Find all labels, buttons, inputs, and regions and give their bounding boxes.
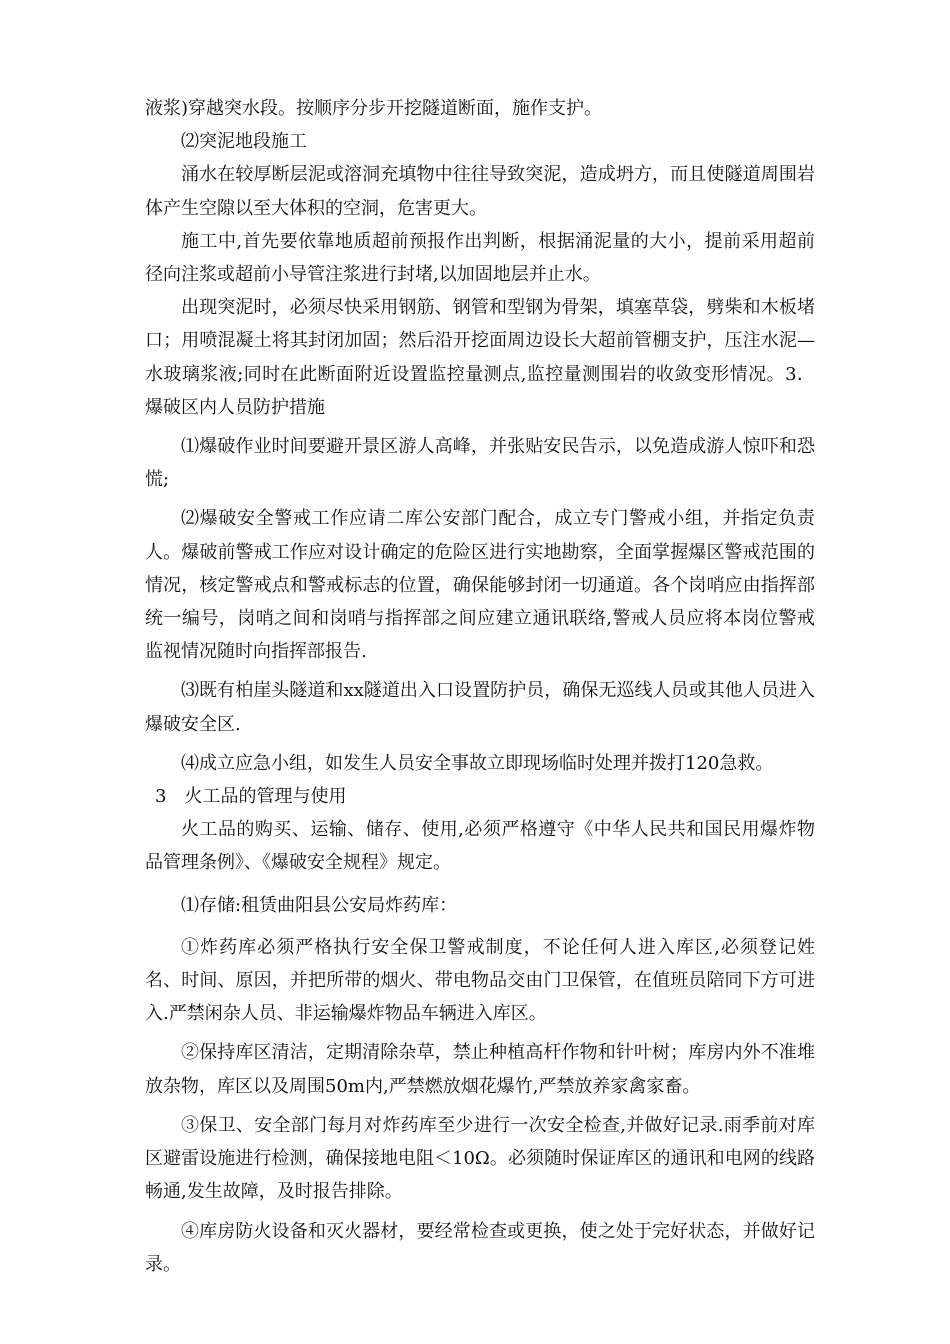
- subheading-storage: ⑴存储:租赁曲阳县公安局炸药库：: [181, 894, 458, 916]
- document-body: [145, 92, 815, 1281]
- list-item-tunnel-guards: ⑶既有柏崖头隧道和xx隧道出入口设置防护员，确保无巡线人员或其他人员进入爆破安全区.: [145, 680, 815, 735]
- list-item-storage-security: ①炸药库必须严格执行安全保卫警戒制度，不论任何人进入库区,必须登记姓名、时间、原因，并把所带的烟火、带电物品交由门卫保管，在值班员陪同下方可进入.严禁闲杂人员、非运输爆炸物品车辆进入库区。: [145, 936, 815, 1025]
- paragraph-explosives-regulations: 火工品的购买、运输、储存、使用,必须严格遵守《中华人民共和国民用爆炸物品管理条例》、《爆破安全规程》规定。: [145, 819, 815, 874]
- paragraph-mud-burst-response: 出现突泥时，必须尽快采用钢筋、钢管和型钢为骨架，填塞草袋，劈柴和木板堵口；用喷混凝土将其封闭加固；然后沿开挖面周边设长大超前管棚支护，压注水泥—水玻璃浆液;同时在此断面附近设置监控量测点,监控量测围岩的收敛变形情况。3．爆破区内人员防护措施: [145, 297, 815, 418]
- section-heading-explosives: 3 火工品的管理与使用: [155, 786, 347, 808]
- paragraph-continuation: 液浆)穿越突水段。按顺序分步开挖隧道断面，施作支护。: [145, 98, 603, 119]
- list-item-blasting-warning: ⑵爆破安全警戒工作应请二库公安部门配合，成立专门警戒小组，并指定负责人。爆破前警戒工作应对设计确定的危险区进行实地勘察，全面掌握爆区警戒范围的情况，核定警戒点和警戒标志的位置，确保能够封闭一切通道。各个岗哨应由指挥部统一编号，岗哨之间和岗哨与指挥部之间应建立通讯联络,警戒人员应将本岗位警戒监视情况随时向指挥部报告.: [145, 508, 815, 663]
- subheading-mud-burst-construction: ⑵突泥地段施工: [181, 131, 307, 153]
- list-item-blasting-time: ⑴爆破作业时间要避开景区游人高峰，并张贴安民告示，以免造成游人惊吓和恐慌;: [145, 436, 815, 491]
- list-item-storage-inspection: ③保卫、安全部门每月对炸药库至少进行一次安全检查,并做好记录.雨季前对库区避雷设施进行检测，确保接地电阻＜10Ω。必须随时保证库区的通讯和电网的线路畅通,发生故障，及时报告排除。: [145, 1114, 815, 1203]
- paragraph-construction-grouting: 施工中,首先要依靠地质超前预报作出判断，根据涌泥量的大小，提前采用超前径向注浆或超前小导管注浆进行封堵,以加固地层并止水。: [145, 230, 815, 286]
- list-item-storage-cleanliness: ②保持库区清洁，定期清除杂草，禁止种植高杆作物和针叶树；库房内外不准堆放杂物，库区以及周围50m内,严禁燃放烟花爆竹,严禁放养家禽家畜。: [145, 1042, 815, 1097]
- list-item-emergency-team: ⑷成立应急小组，如发生人员安全事故立即现场临时处理并拨打120急救。: [181, 752, 774, 774]
- list-item-fire-equipment: ④库房防火设备和灭火器材，要经常检查或更换，使之处于完好状态，并做好记录。: [145, 1220, 815, 1275]
- paragraph-mud-burst-hazard: 涌水在较厚断层泥或溶洞充填物中往往导致突泥，造成坍方，而且使隧道周围岩体产生空隙以至大体积的空洞，危害更大。: [145, 164, 815, 219]
